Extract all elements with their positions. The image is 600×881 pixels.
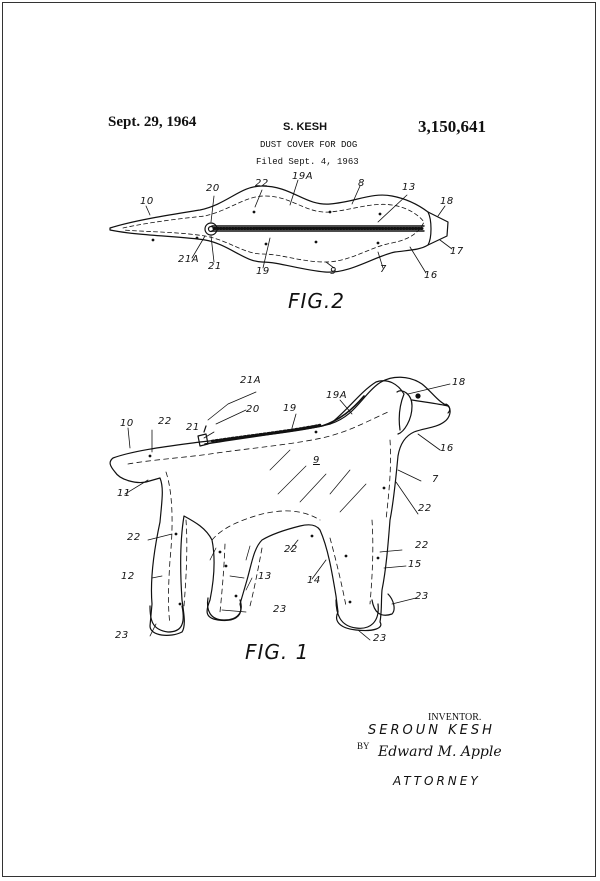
fig2-label-18: 18 <box>440 196 454 207</box>
fig1-label-23-front: 23 <box>415 591 429 602</box>
attorney-label: ATTORNEY <box>393 774 481 788</box>
fig2-label-19: 19 <box>256 266 270 277</box>
fig1-label-12: 12 <box>121 571 135 582</box>
fig1-label-19a: 19A <box>326 390 348 401</box>
attorney-signature: Edward M. Apple <box>378 744 502 760</box>
fig1-boot-4 <box>372 594 394 615</box>
fig1-caption: FIG. 1 <box>245 640 310 664</box>
fig1-label-16: 16 <box>440 443 454 454</box>
fig2-label-21a: 21A <box>178 254 200 265</box>
fig2-label-16: 16 <box>424 270 438 281</box>
fig1-label-10: 10 <box>120 418 134 429</box>
filed-date: Filed Sept. 4, 1963 <box>256 157 359 167</box>
fig2-label-17: 17 <box>450 246 464 257</box>
fig2-head-seam <box>428 212 431 245</box>
fig2-drawing <box>110 180 452 273</box>
fig1-label-19: 19 <box>283 403 297 414</box>
inventor-header: S. KESH <box>283 121 328 133</box>
fig1-label-14: 14 <box>307 575 321 586</box>
fig1-seams <box>128 412 391 624</box>
fig2-label-22: 22 <box>255 178 269 189</box>
fig1-label-11: 11 <box>117 488 131 499</box>
patent-date: Sept. 29, 1964 <box>108 114 197 130</box>
fig2-label-8: 8 <box>358 178 365 189</box>
fig1-label-21a: 21A <box>240 375 262 386</box>
fig1-label-7: 7 <box>432 474 439 485</box>
fig1-leaders <box>125 384 450 640</box>
fig2-label-20: 20 <box>206 183 220 194</box>
fig1-label-9: 9 <box>313 455 320 466</box>
patent-number: 3,150,641 <box>418 117 486 136</box>
inventor-label: INVENTOR. <box>428 712 482 723</box>
fig1-shading <box>210 450 366 590</box>
fig1-zipper-teeth <box>212 425 320 441</box>
inventor-name: SEROUN KESH <box>368 723 495 738</box>
by-label: BY <box>357 741 370 751</box>
fig2-label-9: 9 <box>330 266 337 277</box>
fig1-eye <box>416 394 420 398</box>
fig1-label-20: 20 <box>246 404 260 415</box>
fig1-label-22-top: 22 <box>158 416 172 427</box>
fig1-boot-1 <box>150 606 183 632</box>
fig2-caption: FIG.2 <box>288 289 345 313</box>
fig1-label-22-side: 22 <box>127 532 141 543</box>
fig1-label-18: 18 <box>452 377 466 388</box>
patent-title: DUST COVER FOR DOG <box>260 140 358 150</box>
fig1-label-22-front: 22 <box>415 540 429 551</box>
fig2-label-21: 21 <box>208 261 222 272</box>
fig2-label-7: 7 <box>380 264 387 275</box>
fig1-label-23-mid: 23 <box>273 604 287 615</box>
fig2-label-13: 13 <box>402 182 416 193</box>
fig1-label-23-low: 23 <box>373 633 387 644</box>
fig2-label-19a: 19A <box>292 171 314 182</box>
fig1-label-23-back: 23 <box>115 630 129 641</box>
fig1-label-21: 21 <box>186 422 200 433</box>
fig1-label-15: 15 <box>408 559 422 570</box>
fig1-hood <box>330 381 404 430</box>
fig2-label-10: 10 <box>140 196 154 207</box>
fig1-label-22-leg: 22 <box>418 503 432 514</box>
fig1-boot-3 <box>336 600 378 628</box>
fig1-label-22-belly: 22 <box>284 544 298 555</box>
fig1-label-13: 13 <box>258 571 272 582</box>
fig1-boot-2 <box>208 598 242 620</box>
